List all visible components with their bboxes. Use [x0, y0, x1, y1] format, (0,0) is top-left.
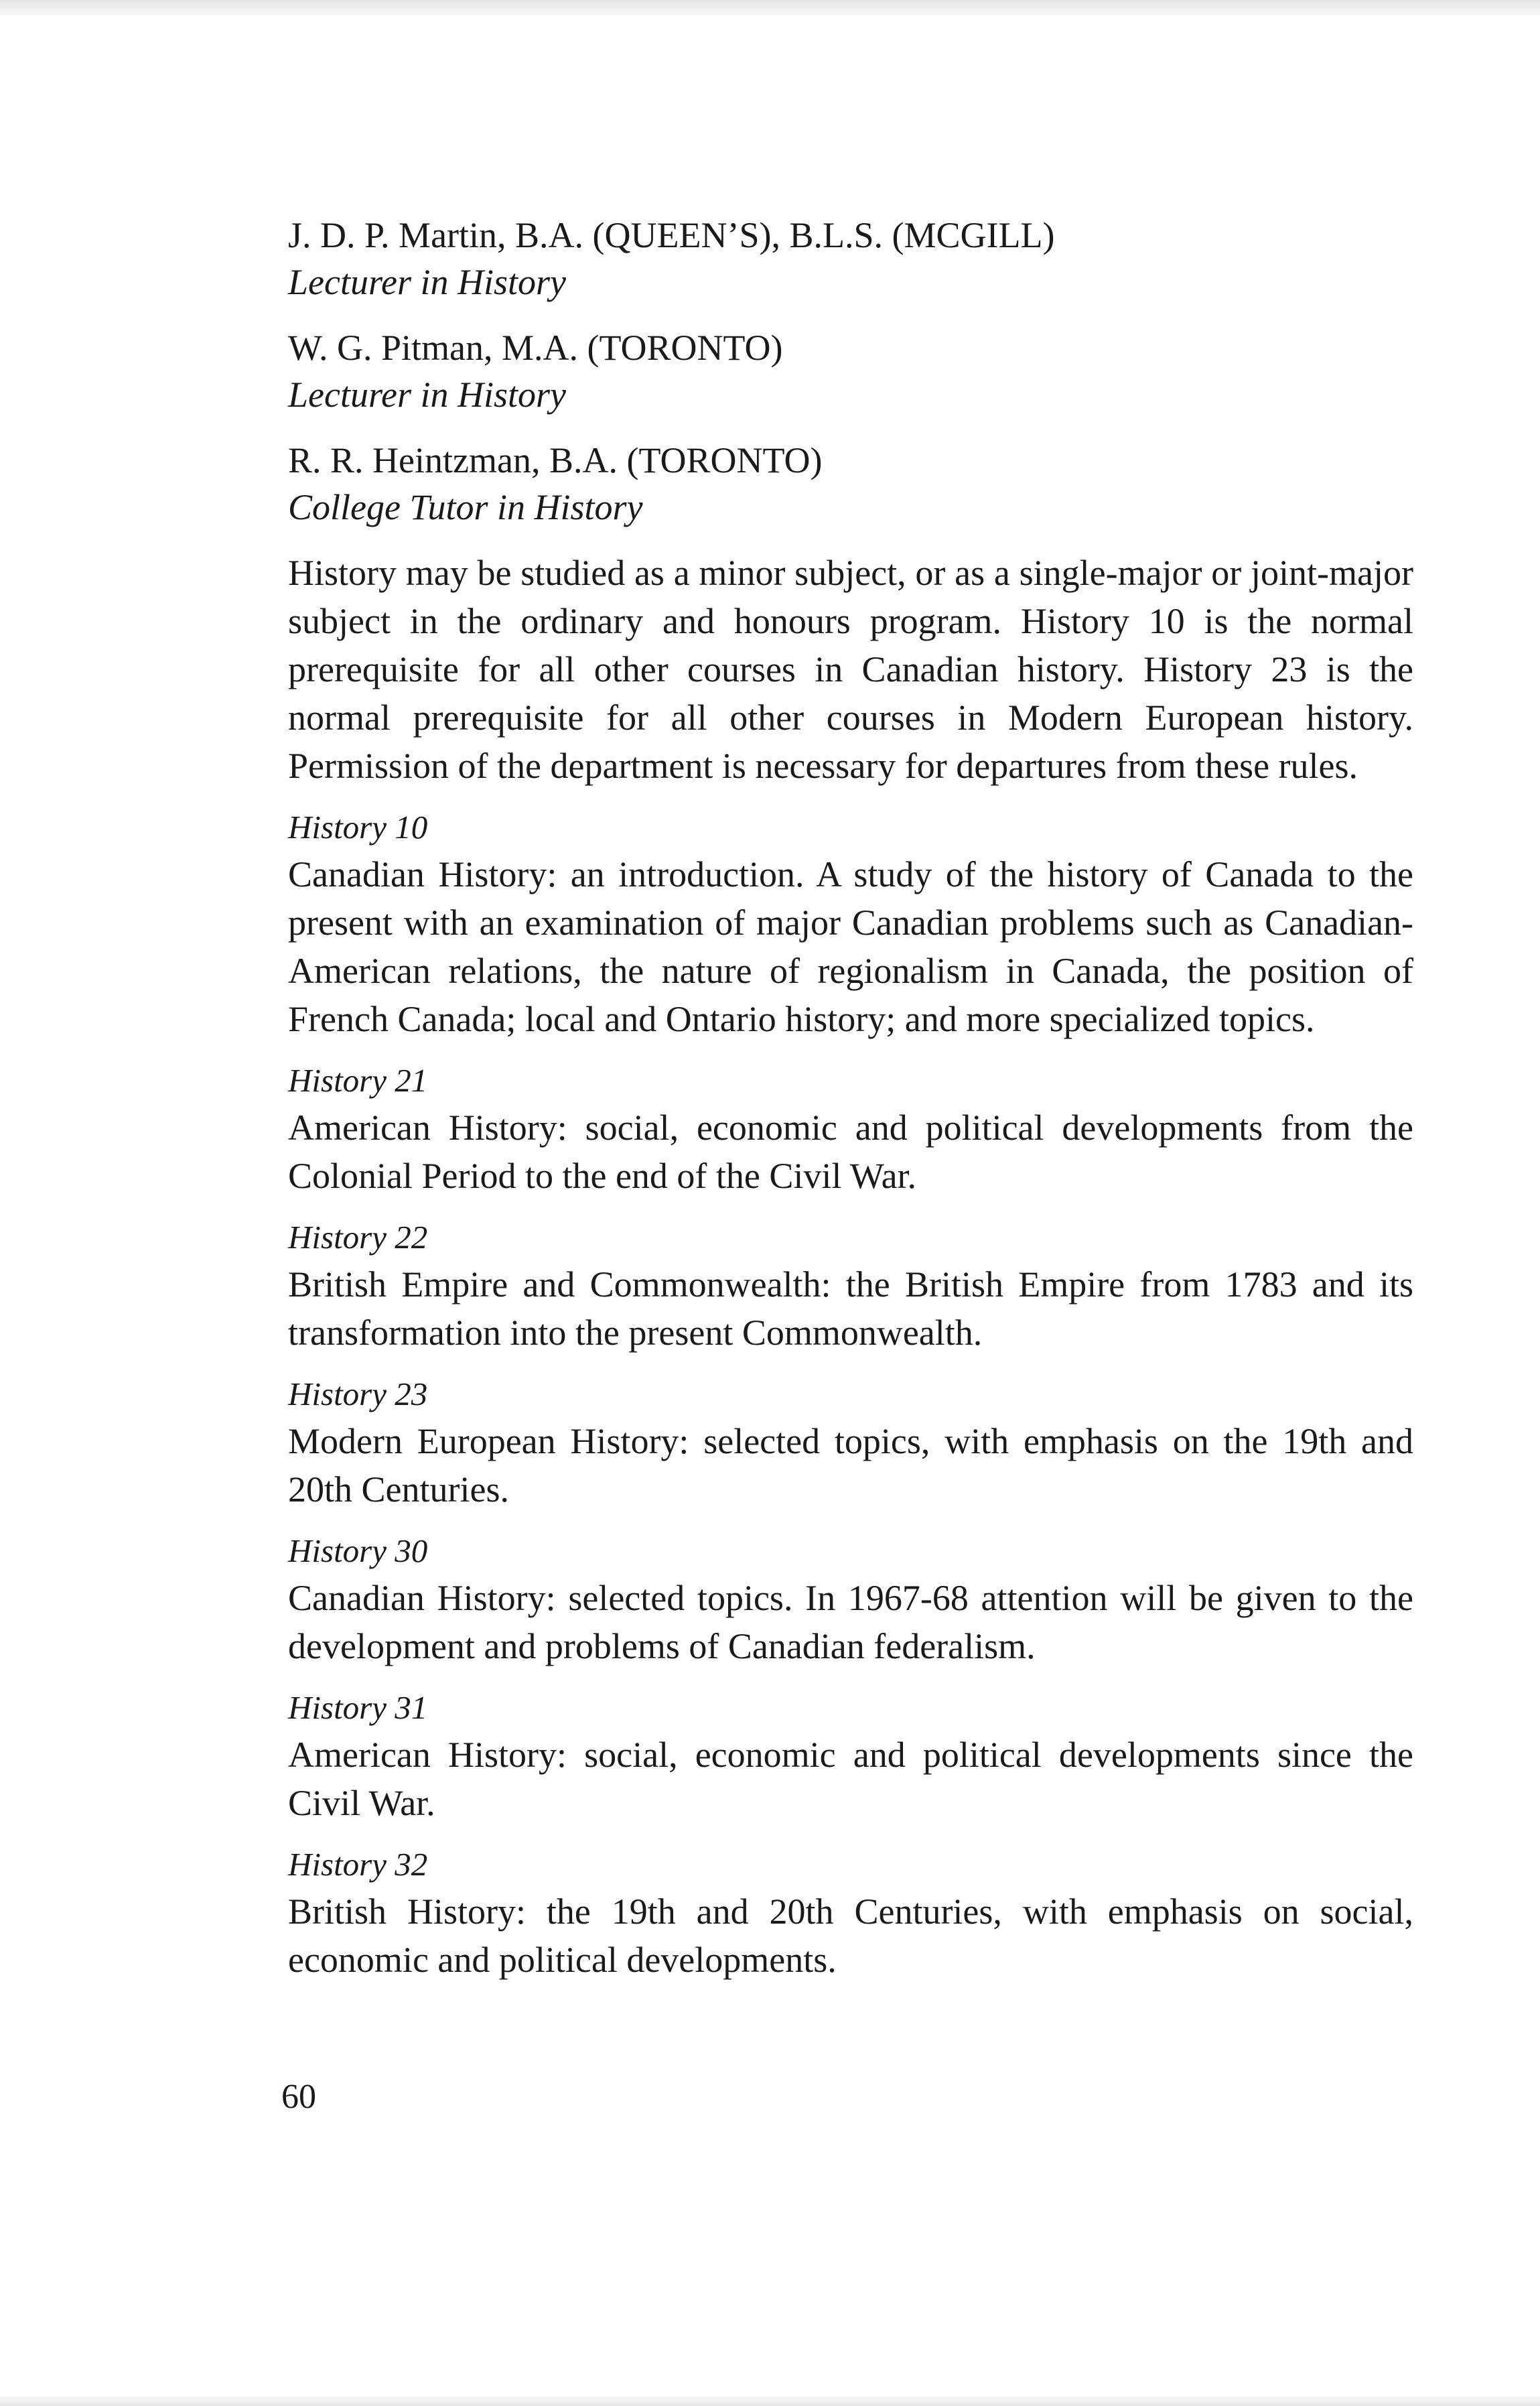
course-code: History 10 — [288, 809, 428, 846]
course-code: History 23 — [288, 1376, 428, 1412]
course-description: British History: the 19th and 20th Centuries, with emphasis on social, economic and political developments. — [288, 1891, 1413, 1980]
staff-title: College Tutor in History — [288, 487, 643, 527]
page-content — [288, 211, 1413, 1984]
staff-entry — [288, 436, 1413, 530]
course-entry — [288, 1058, 1413, 1200]
course-code: History 22 — [288, 1219, 428, 1256]
staff-entry — [288, 211, 1413, 305]
course-code: History 32 — [288, 1846, 428, 1883]
course-description: Canadian History: an introduction. A study of the history of Canada to the present with an examination of major Canadian problems such as Canadian-American relations, the nature of regionalism in Canada, the position of French Canada; local and Ontario history; and more specialized topics. — [288, 854, 1413, 1039]
course-description: Modern European History: selected topics, with emphasis on the 19th and 20th Centuries. — [288, 1421, 1413, 1510]
course-description: Canadian History: selected topics. In 1967-68 attention will be given to the development and problems of Canadian federalism. — [288, 1578, 1413, 1666]
course-entry — [288, 1372, 1413, 1514]
staff-name: R. R. Heintzman, B.A. (TORONTO) — [288, 440, 823, 480]
course-description: British Empire and Commonwealth: the British Empire from 1783 and its transformation into the present Commonwealth. — [288, 1264, 1413, 1353]
course-entry — [288, 805, 1413, 1043]
course-code: History 31 — [288, 1689, 428, 1726]
page-edge-bottom — [0, 2397, 1540, 2406]
course-entry — [288, 1685, 1413, 1827]
intro-paragraph: History may be studied as a minor subject, or as a single-major or joint-major subject in the ordinary and honours program. History 10 is the normal prerequisite for all other courses in Canadian history. History 23 is the normal prerequisite for all other courses in Modern European history. Permission of the department is necessary for departures from these rules. — [288, 553, 1413, 786]
staff-name: J. D. P. Martin, B.A. (QUEEN’S), B.L.S. (MCGILL) — [288, 215, 1055, 255]
course-entry — [288, 1215, 1413, 1357]
staff-title: Lecturer in History — [288, 262, 566, 302]
course-entry — [288, 1528, 1413, 1670]
page-edge-top — [0, 0, 1540, 15]
course-entry — [288, 1842, 1413, 1984]
course-code: History 21 — [288, 1062, 428, 1099]
page-number: 60 — [281, 2078, 316, 2116]
staff-name: W. G. Pitman, M.A. (TORONTO) — [288, 328, 783, 368]
course-description: American History: social, economic and political developments since the Civil War. — [288, 1735, 1413, 1823]
staff-entry — [288, 324, 1413, 417]
staff-title: Lecturer in History — [288, 375, 566, 415]
course-code: History 30 — [288, 1532, 428, 1569]
course-description: American History: social, economic and political developments from the Colonial Period to the end of the Civil War. — [288, 1108, 1413, 1196]
